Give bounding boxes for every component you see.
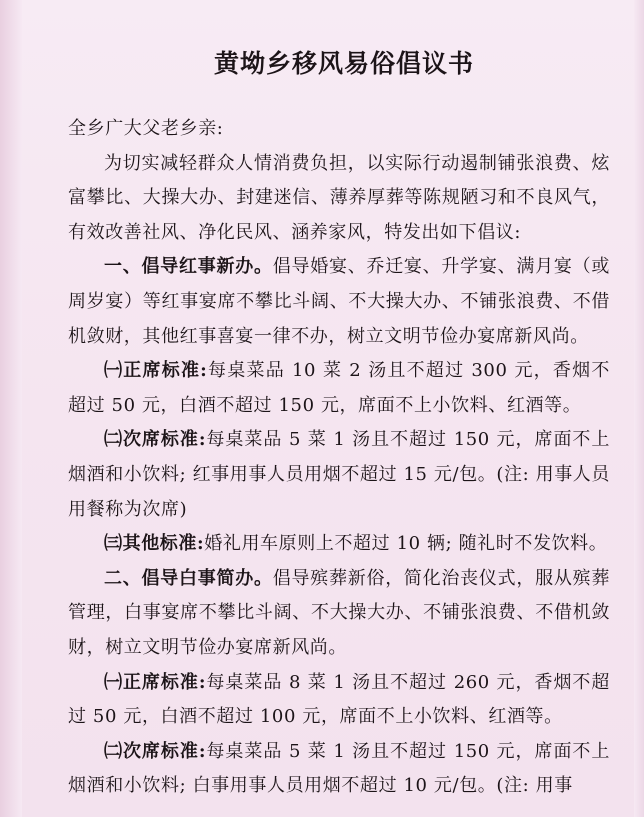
section-2-item-1-label: ㈠正席标准: (104, 671, 207, 693)
section-1-paragraph (68, 250, 610, 354)
section-1-item-1-text: 每桌菜品 10 菜 2 汤且不超过 300 元，香烟不超过 50 元，白酒不超过 150 元，席面不上小饮料、红酒等。 (68, 360, 610, 416)
section-1-body: 倡导婚宴、乔迁宴、升学宴、满月宴（或周岁宴）等红事宴席不攀比斗阔、不大操大办、不铺张浪费、不借机敛财，其他红事喜宴一律不办，树立文明节俭办宴席新风尚。 (68, 256, 610, 347)
salutation: 全乡广大父老乡亲: (68, 118, 224, 139)
section-2-body: 倡导殡葬新俗，简化治丧仪式，服从殡葬管理，白事宴席不攀比斗阔、不大操大办、不铺张浪费、不借机敛财，树立文明节俭办宴席新风尚。 (68, 567, 610, 658)
section-2-heading: 二、倡导白事简办。 (104, 567, 273, 589)
section-1-item-3-label: ㈢其他标准: (104, 533, 205, 555)
section-1-item-2-label: ㈡次席标准: (104, 429, 207, 451)
page-edge-shadow-left (0, 0, 22, 817)
section-1-item-3 (68, 527, 610, 562)
section-1-item-1-label: ㈠正席标准: (104, 360, 208, 382)
section-2-item-1 (68, 666, 610, 735)
section-2-item-1-text: 每桌菜品 8 菜 1 汤且不超过 260 元，香烟不超过 50 元，白酒不超过 100 元，席面不上小饮料、红酒等。 (68, 671, 610, 728)
section-2-item-2-label: ㈡次席标准: (104, 740, 207, 762)
section-2-paragraph (68, 562, 610, 666)
section-1-heading: 一、倡导红事新办。 (104, 256, 273, 278)
section-1-item-1 (68, 354, 610, 423)
section-2-item-2-text: 每桌菜品 5 菜 1 汤且不超过 150 元，席面不上烟酒和小饮料; 白事用事人员用烟不超过 10 元/包。(注: 用事 (68, 740, 610, 797)
section-1-item-3-text: 婚礼用车原则上不超过 10 辆; 随礼时不发饮料。 (204, 533, 608, 555)
section-1-item-2 (68, 423, 610, 527)
section-1-item-2-text: 每桌菜品 5 菜 1 汤且不超过 150 元，席面不上烟酒和小饮料; 红事用事人员用烟不超过 15 元/包。(注: 用事人员用餐称为次席) (68, 429, 611, 520)
document-title: 黄坳乡移风易俗倡议书 (213, 49, 474, 78)
section-2-item-2 (68, 735, 610, 804)
document-body (68, 112, 610, 804)
page-edge-shadow-right (634, 0, 644, 817)
intro-paragraph: 为切实减轻群众人情消费负担，以实际行动遏制铺张浪费、炫富攀比、大操大办、封建迷信、薄养厚葬等陈规陋习和不良风气，有效改善社风、净化民风、涵养家风，特发出如下倡议: (68, 152, 610, 243)
